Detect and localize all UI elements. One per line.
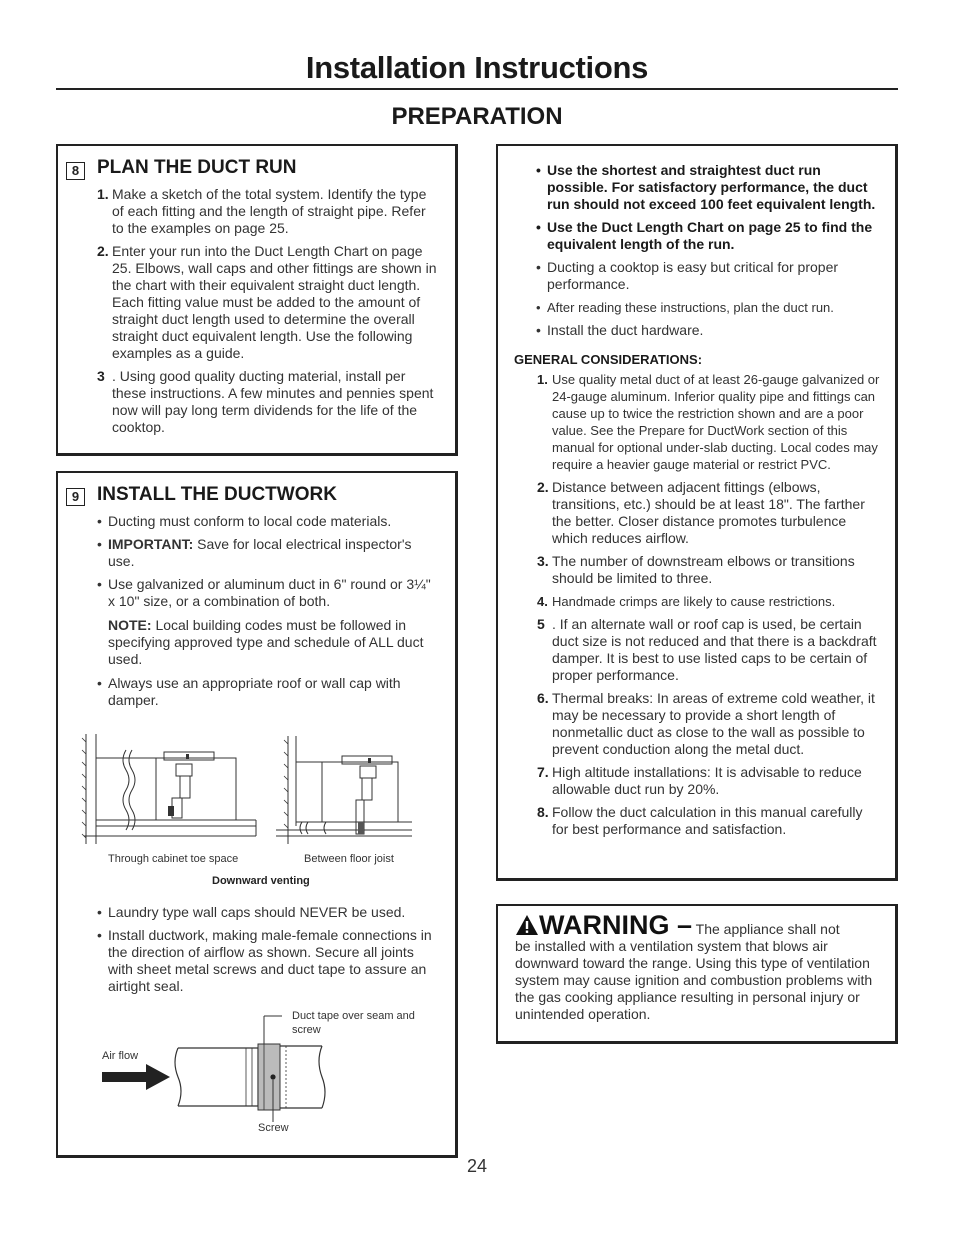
warning-body bbox=[515, 910, 875, 1023]
list-item: • IMPORTANT: Save for local electrical inspector's use. bbox=[97, 536, 432, 570]
general-considerations-heading: GENERAL CONSIDERATIONS: bbox=[514, 352, 703, 367]
right-bold-bullets bbox=[536, 162, 881, 345]
list-item: • After reading these instructions, plan the duct run. bbox=[536, 299, 881, 316]
step-9-bullet-roof bbox=[97, 675, 432, 715]
step-8-number: 8 bbox=[66, 162, 85, 180]
list-item: 2. Enter your run into the Duct Length Chart on page 25. Elbows, wall caps and other fittings are shown in the chart with their equivalent straight duct length. Each fitting value must be added to the amount of straight duct length used to determine the overall straight duct equivalent length. Use the following examples as a guide. bbox=[97, 243, 437, 361]
list-item: 4. Handmade crimps are likely to cause restrictions. bbox=[537, 594, 836, 609]
list-item: • Use the shortest and straightest duct run possible. For satisfactory performance, the duct run should not exceed 100 feet equivalent length. bbox=[536, 162, 881, 213]
fig1-caption-left: Through cabinet toe space bbox=[108, 853, 239, 865]
list-item: • Install the duct hardware. bbox=[536, 322, 881, 339]
warning-lead: The appliance shall not bbox=[695, 921, 840, 937]
list-item: 1. Make a sketch of the total system. Identify the type of each fitting and the length of straight pipe. Refer to the examples on page 25. bbox=[97, 186, 427, 236]
section-title: PREPARATION bbox=[391, 103, 563, 130]
step-9-bullets-b bbox=[97, 904, 442, 1001]
step-9-bullets-a bbox=[97, 513, 432, 616]
list-item: • Install ductwork, making male-female connections in the direction of airflow as shown. Secure all joints with sheet metal screws and duct tape to assure an airtight seal. bbox=[97, 927, 442, 995]
list-item: 7. High altitude installations: It is advisable to reduce allowable duct run by 20%. bbox=[537, 764, 862, 797]
step-8-heading: PLAN THE DUCT RUN bbox=[97, 157, 297, 178]
list-item: • Ducting must conform to local code materials. bbox=[97, 513, 432, 530]
step-9-heading: INSTALL THE DUCTWORK bbox=[97, 484, 337, 505]
title-divider bbox=[56, 88, 898, 90]
warning-triangle-icon bbox=[515, 914, 539, 936]
list-item: 3. The number of downstream elbows or transitions should be limited to three. bbox=[537, 553, 855, 586]
fig1-caption: Downward venting bbox=[212, 875, 310, 887]
step-8-list bbox=[97, 186, 439, 442]
fig2-label-air: Air flow bbox=[102, 1050, 139, 1062]
list-item: 3 . Using good quality ducting material, install per these instructions. A few minutes and pennies spent now will pay long term dividends for the life of the cooktop. bbox=[97, 368, 434, 435]
list-item: • Laundry type wall caps should NEVER be used. bbox=[97, 904, 442, 921]
fig1-caption-right: Between floor joist bbox=[304, 853, 394, 865]
list-item: 2. Distance between adjacent fittings (elbows, transitions, etc.) should be at least 18". The farther the better. Closer distance promotes turbulence which reduces airflow. bbox=[537, 479, 865, 546]
page-number: 24 bbox=[466, 1156, 488, 1176]
list-item: 8. Follow the duct calculation in this manual carefully for best performance and satisfaction. bbox=[537, 804, 863, 837]
step-9-note: NOTE: Local building codes must be followed in specifying approved type and schedule of ALL duct used. bbox=[108, 617, 424, 667]
list-item: • Ducting a cooktop is easy but critical for proper performance. bbox=[536, 259, 881, 293]
general-considerations-list bbox=[537, 371, 882, 844]
fig2-label-screw: Screw bbox=[258, 1122, 289, 1134]
fig2-label-tape: Duct tape over seam and screw bbox=[292, 1010, 415, 1036]
list-item: • Always use an appropriate roof or wall cap with damper. bbox=[97, 675, 432, 709]
page-title: Installation Instructions bbox=[305, 50, 649, 85]
warning-title: WARNING – bbox=[539, 910, 693, 940]
list-item: 6. Thermal breaks: In areas of extreme cold weather, it may be necessary to provide a short length of nonmetallic duct as close to the wall as possible to prevent conduction along the metal duct. bbox=[537, 690, 875, 757]
warning-text: be installed with a ventilation system that blows air downward toward the range. Using this type of ventilation system may cause ignition and combustion problems with the gas cooking appliance resulting in personal injury or unintended operation. bbox=[515, 938, 873, 1022]
list-item: • Use galvanized or aluminum duct in 6" round or 3¼" x 10" size, or a combination of both. bbox=[97, 576, 432, 610]
list-item: • Use the Duct Length Chart on page 25 to find the equivalent length of the run. bbox=[536, 219, 881, 253]
list-item: 1. Use quality metal duct of at least 26-gauge galvanized or 24-gauge aluminum. Inferior quality pipe and fittings can cause up to twice the restriction shown and are a poor value. See the Prepare for DuctWork section of this manual for optional under-slab ducting. Local codes may require a heavier gauge material or restrict PVC. bbox=[537, 372, 880, 472]
step-9-number: 9 bbox=[66, 488, 85, 506]
downward-venting-figure bbox=[76, 726, 416, 856]
list-item: 5 . If an alternate wall or roof cap is used, be certain duct size is not reduced and that there is a backdraft damper. It is best to use listed caps to be certain of proper performance. bbox=[537, 616, 877, 683]
